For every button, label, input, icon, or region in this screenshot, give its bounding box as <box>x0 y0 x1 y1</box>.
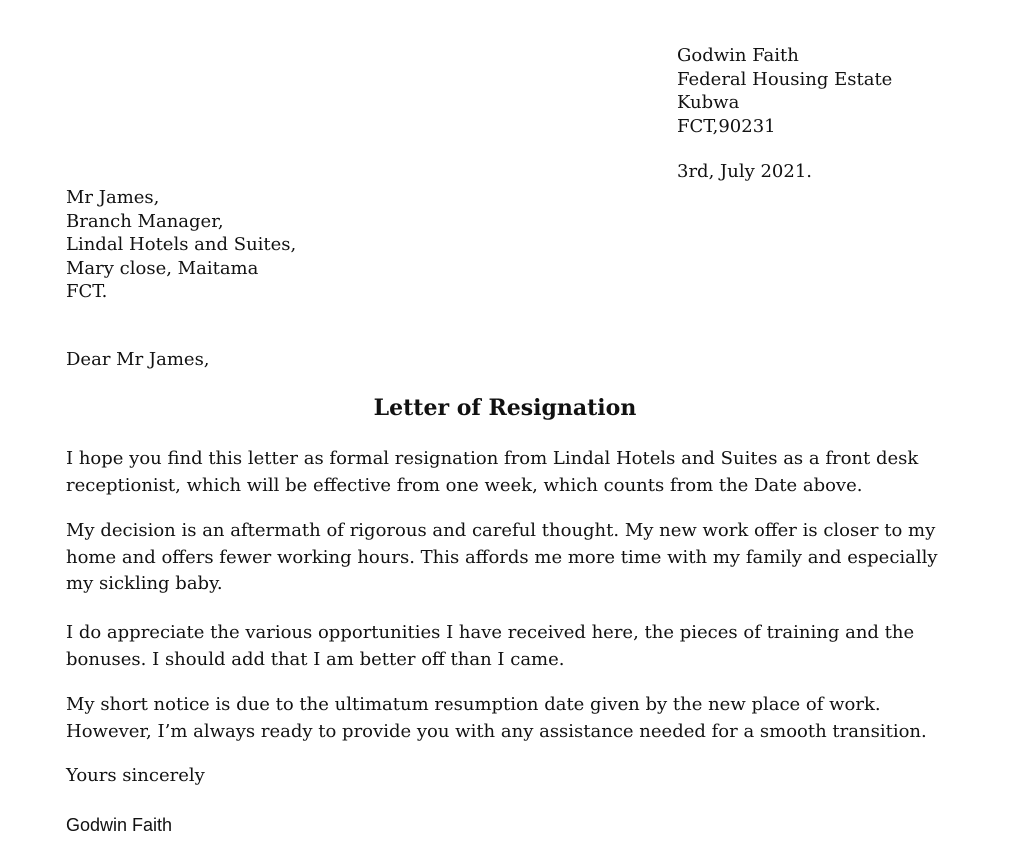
recipient-street: Mary close, Maitama <box>66 257 259 279</box>
paragraph-line: my sickling baby. <box>66 573 223 594</box>
recipient-position: Branch Manager, <box>66 210 224 232</box>
signature-name: Godwin Faith <box>66 815 173 835</box>
sender-name: Godwin Faith <box>677 45 799 66</box>
paragraph-line: I do appreciate the various opportunities I have received here, the pieces of training and the <box>66 622 915 643</box>
paragraph-line: I hope you find this letter as formal resignation from Lindal Hotels and Suites as a front desk <box>66 448 919 469</box>
recipient-name: Mr James, <box>66 187 160 208</box>
letter-title: Letter of Resignation <box>373 395 637 421</box>
paragraph-line: However, I’m always ready to provide you with any assistance needed for a smooth transition. <box>66 720 927 742</box>
paragraph-line: bonuses. I should add that I am better off than I came. <box>66 648 565 670</box>
paragraph-line: home and offers fewer working hours. This affords me more time with my family and especially <box>66 546 938 568</box>
sender-address-line: Federal Housing Estate <box>677 68 893 90</box>
body-paragraph <box>66 692 966 745</box>
paragraph-line: receptionist, which will be effective from one week, which counts from the Date above. <box>66 474 863 496</box>
recipient-company: Lindal Hotels and Suites, <box>66 234 297 255</box>
recipient-region: FCT. <box>66 281 108 302</box>
paragraph-line: My decision is an aftermath of rigorous and careful thought. My new work offer is closer to my <box>66 520 936 541</box>
paragraph-line: My short notice is due to the ultimatum resumption date given by the new place of work. <box>66 694 881 715</box>
recipient-address-block <box>66 186 296 304</box>
body-paragraph <box>66 446 966 499</box>
closing: Yours sincerely <box>66 765 205 786</box>
body-paragraph <box>66 620 966 673</box>
sender-address-block <box>677 44 892 138</box>
salutation: Dear Mr James, <box>66 349 210 370</box>
letter-date: 3rd, July 2021. <box>677 161 813 182</box>
sender-address-line: Kubwa <box>677 92 740 113</box>
body-paragraph <box>66 518 966 598</box>
sender-address-line: FCT,90231 <box>677 115 776 137</box>
